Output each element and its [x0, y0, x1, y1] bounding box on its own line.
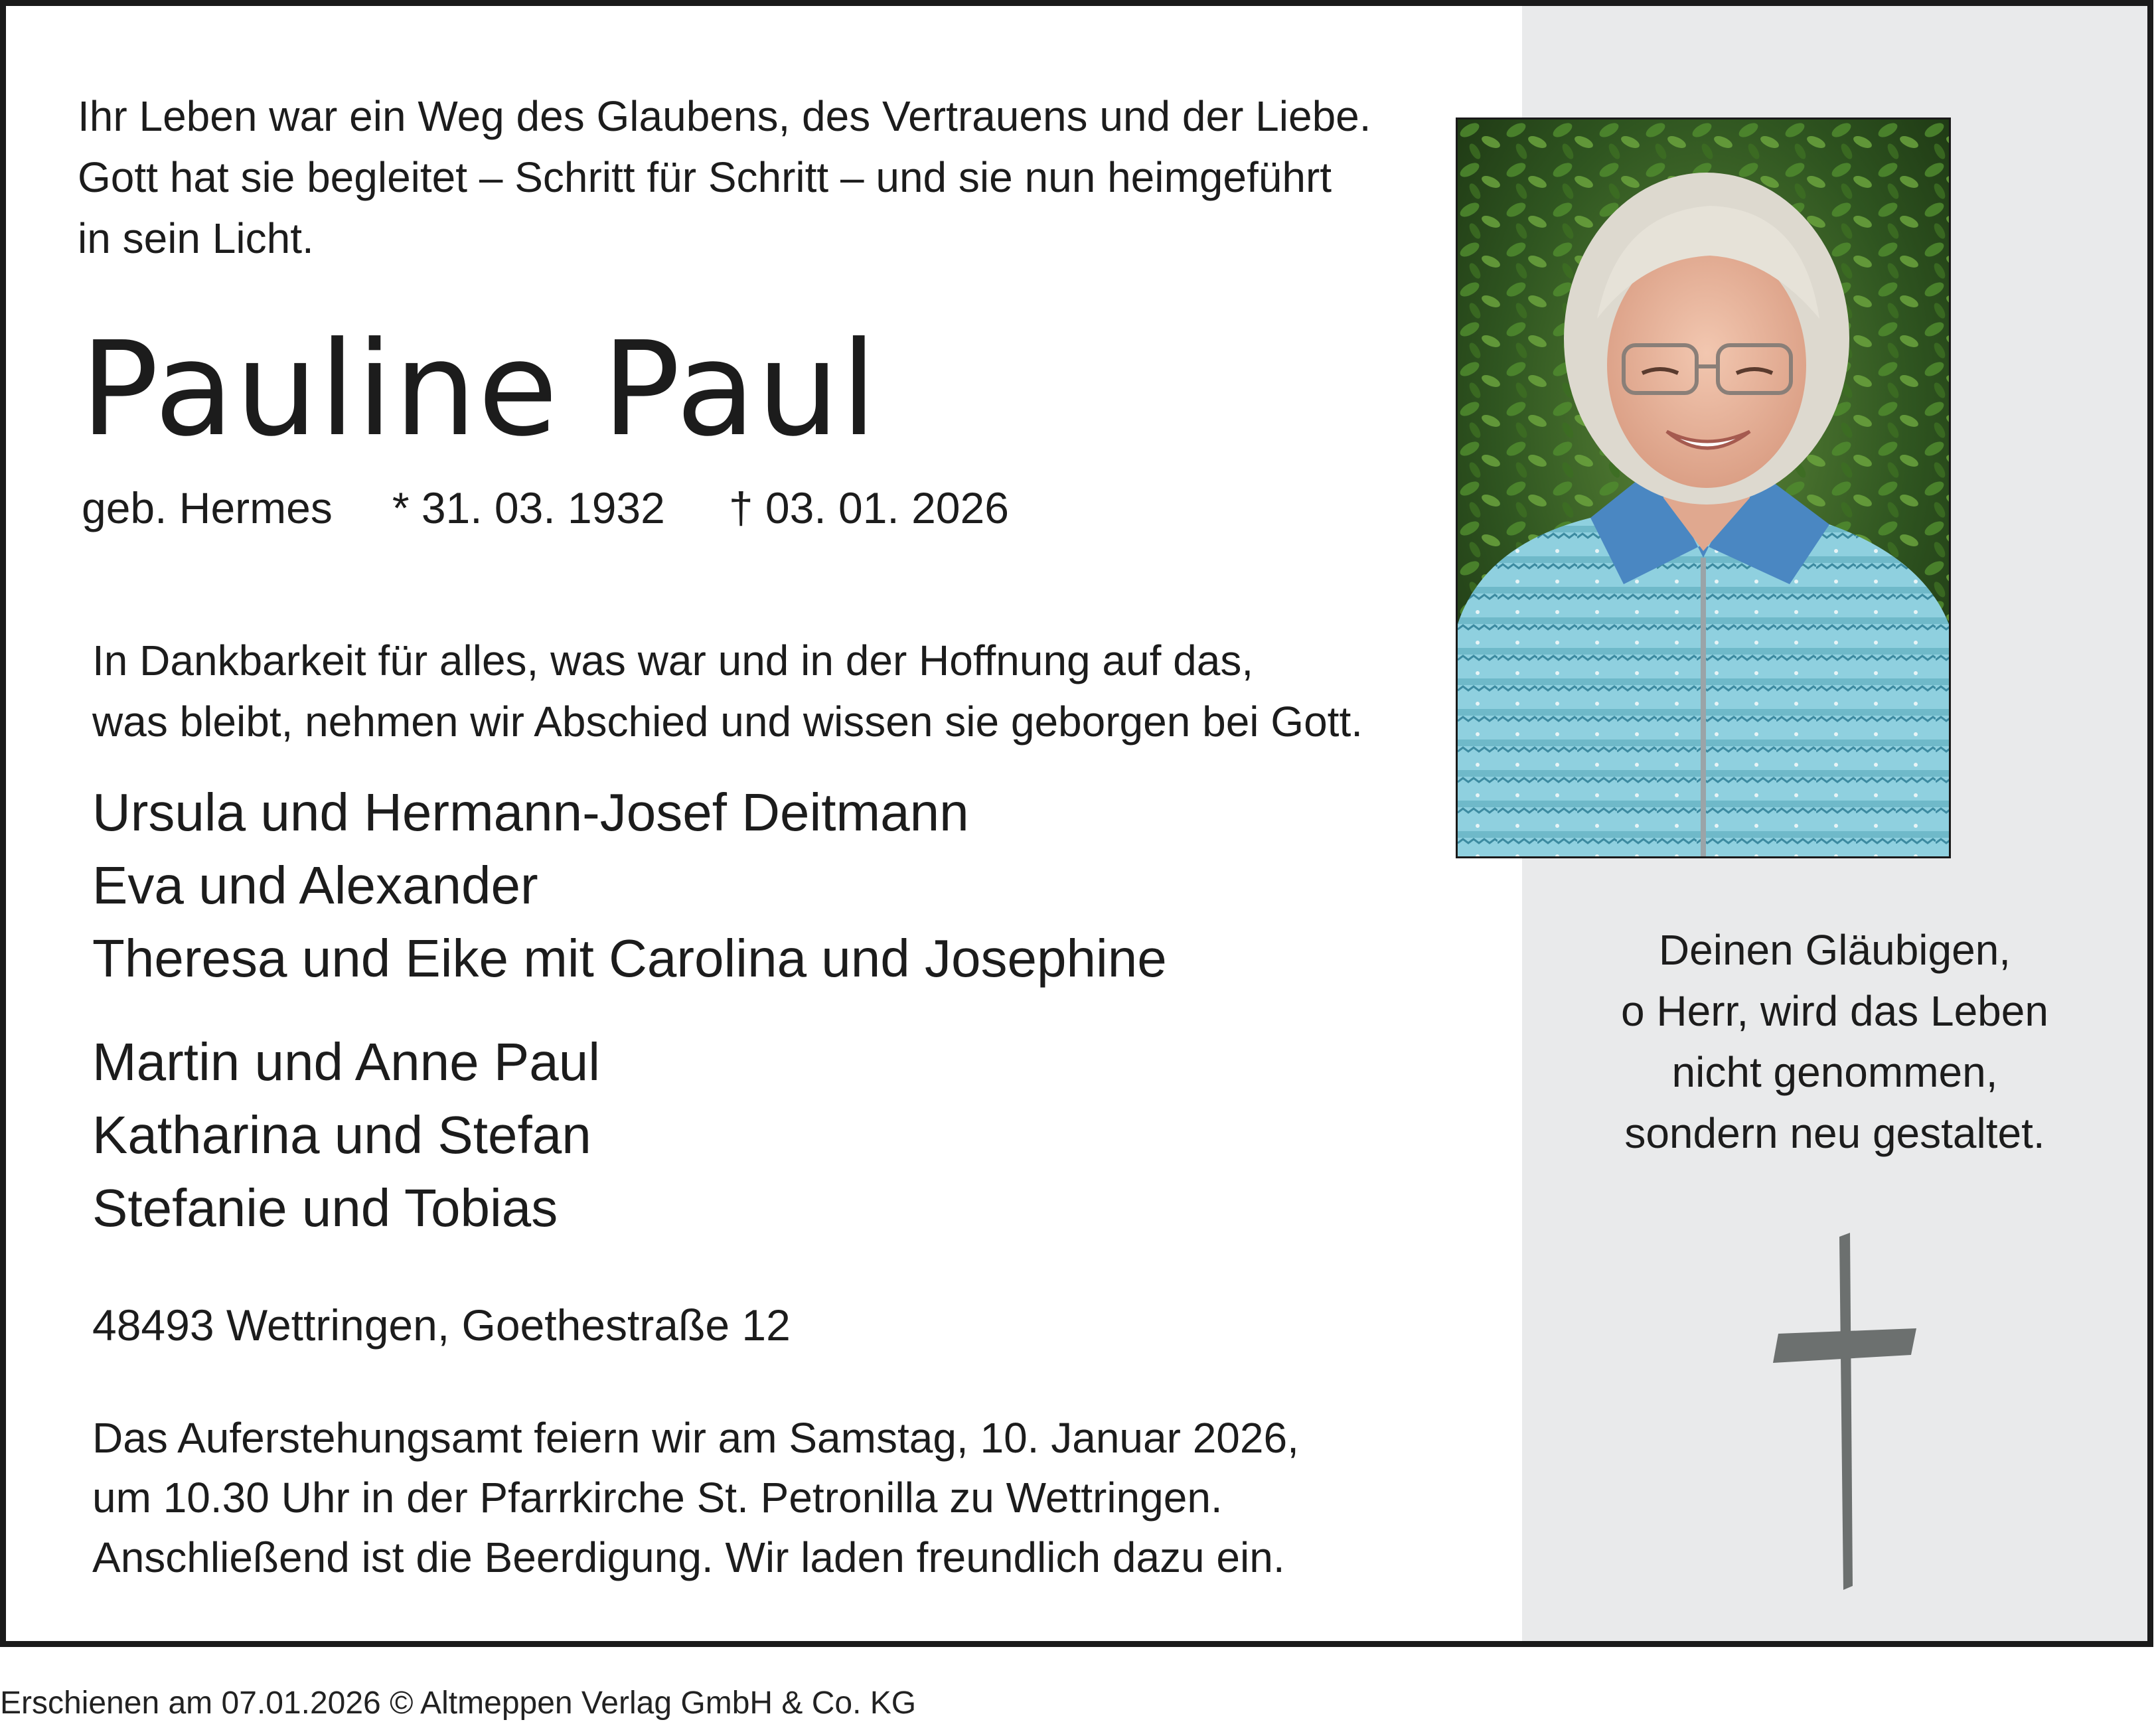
service-info: [92, 1408, 1299, 1587]
family-member: Stefanie und Tobias: [92, 1178, 558, 1237]
publication-credit: Erschienen am 07.01.2026 © Altmeppen Verlag GmbH & Co. KG: [0, 1685, 917, 1721]
family-member: Theresa und Eike mit Carolina und Josephine: [92, 929, 1167, 988]
family-member: Ursula und Hermann-Josef Deitmann: [92, 783, 969, 842]
portrait-illustration: [1458, 119, 1949, 856]
portrait-photo: [1456, 118, 1951, 858]
service-line: Anschließend ist die Beerdigung. Wir laden freundlich dazu ein.: [92, 1533, 1285, 1581]
cross-icon: [1772, 1233, 1931, 1591]
life-dates: [82, 479, 1009, 537]
birth-date: * 31. 03. 1932: [392, 483, 665, 532]
quote-line: nicht genommen,: [1671, 1048, 1998, 1096]
sidebar-quote: [1522, 919, 2147, 1164]
death-date: † 03. 01. 2026: [728, 483, 1009, 532]
quote-line: o Herr, wird das Leben: [1621, 987, 2048, 1035]
thanks-text: [92, 630, 1363, 752]
intro-verse: [78, 86, 1371, 269]
thanks-line: was bleibt, nehmen wir Abschied und wissen sie geborgen bei Gott.: [92, 698, 1363, 745]
family-group-2: [92, 1026, 600, 1245]
intro-line: Gott hat sie begleitet – Schritt für Schritt – und sie nun heimgeführt: [78, 153, 1332, 201]
family-group-1: [92, 776, 1167, 995]
family-member: Eva und Alexander: [92, 856, 538, 915]
service-line: um 10.30 Uhr in der Pfarrkirche St. Petronilla zu Wettringen.: [92, 1474, 1223, 1522]
quote-line: Deinen Gläubigen,: [1658, 926, 2011, 974]
quote-line: sondern neu gestaltet.: [1624, 1109, 2045, 1157]
intro-line: in sein Licht.: [78, 214, 314, 262]
family-member: Martin und Anne Paul: [92, 1032, 600, 1091]
address: 48493 Wettringen, Goethestraße 12: [92, 1300, 791, 1350]
birth-name: geb. Hermes: [82, 483, 333, 532]
family-member: Katharina und Stefan: [92, 1105, 591, 1164]
thanks-line: In Dankbarkeit für alles, was war und in der Hoffnung auf das,: [92, 637, 1254, 684]
service-line: Das Auferstehungsamt feiern wir am Samstag, 10. Januar 2026,: [92, 1414, 1299, 1462]
intro-line: Ihr Leben war ein Weg des Glaubens, des Vertrauens und der Liebe.: [78, 92, 1371, 140]
deceased-name: Pauline Paul: [80, 314, 878, 465]
